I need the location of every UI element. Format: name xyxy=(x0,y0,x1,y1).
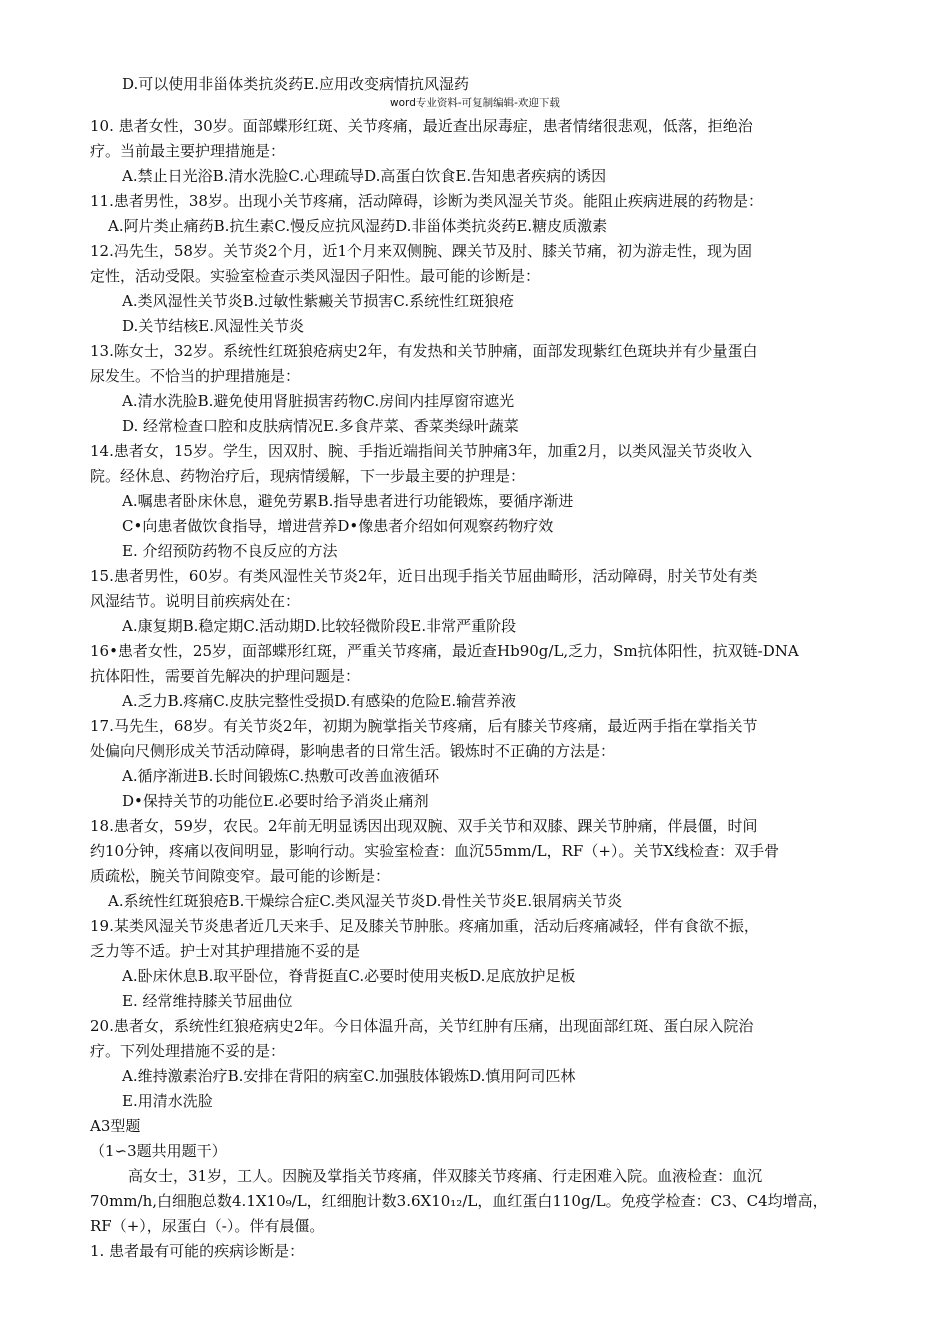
header-banner: word专业资料-可复制编辑-欢迎下载 xyxy=(390,97,560,109)
question-20-options-cont: E.用清水洗脸 xyxy=(122,1092,213,1110)
question-13-options-cont: D. 经常检查口腔和皮肤病情况E.多食芹菜、香菜类绿叶蔬菜 xyxy=(122,417,519,435)
question-12-stem: 12.冯先生，58岁。关节炎2个月，近1个月来双侧腕、踝关节及肘、膝关节痛，初为游走性，现为固 xyxy=(90,242,753,260)
case-stem: 高女士，31岁，工人。因腕及掌指关节疼痛，伴双膝关节疼痛、行走困难入院。血液检查：血沉 xyxy=(128,1167,763,1185)
question-14-options-cont: E. 介绍预防药物不良反应的方法 xyxy=(122,542,338,560)
question-15-stem: 15.患者男性，60岁。有类风湿性关节炎2年，近日出现手指关节屈曲畸形，活动障碍，肘关节处有类 xyxy=(90,567,758,585)
section-heading: A3型题 xyxy=(90,1117,141,1135)
question-15-options: A.康复期B.稳定期C.活动期D.比较轻微阶段E.非常严重阶段 xyxy=(122,617,517,635)
question-16-stem: 16•患者女性，25岁，面部蝶形红斑，严重关节疼痛，最近查Hb90g/L,乏力，Sm抗体阳性，抗双链-DNA xyxy=(90,642,799,660)
question-10-stem: 10. 患者女性，30岁。面部蝶形红斑、关节疼痛，最近查出尿毒症，患者情绪很悲观，低落，拒绝治 xyxy=(90,117,753,135)
question-14-options-cont: C•向患者做饮食指导，增进营养D•像患者介绍如何观察药物疗效 xyxy=(122,517,554,535)
case-stem-cont: 70mm/h,白细胞总数4.1X10₉/L，红细胞计数3.6X10₁₂/L，血红蛋白110g/L。免疫学检查：C3、C4均增高， xyxy=(90,1192,828,1210)
question-14-stem-cont: 院。经休息、药物治疗后，现病情缓解，下一步最主要的护理是： xyxy=(90,467,526,485)
case-stem-cont: RF（+），尿蛋白（-）。伴有晨僵。 xyxy=(90,1217,325,1235)
question-19-stem-cont: 乏力等不适。护士对其护理措施不妥的是 xyxy=(90,942,361,960)
question-20-stem-cont: 疗。下列处理措施不妥的是： xyxy=(90,1042,286,1060)
question-10-stem-cont: 疗。当前最主要护理措施是： xyxy=(90,142,286,160)
question-18-stem: 18.患者女，59岁，农民。2年前无明显诱因出现双腕、双手关节和双膝、踝关节肿痛，伴晨僵，时间 xyxy=(90,817,758,835)
question-12-options: A.类风湿性关节炎B.过敏性紫癜关节损害C.系统性红斑狼疮 xyxy=(122,292,515,310)
question-13-stem-cont: 尿发生。不恰当的护理措施是： xyxy=(90,367,301,385)
question-15-stem-cont: 风湿结节。说明目前疾病处在： xyxy=(90,592,301,610)
question-10-options: A.禁止日光浴B.清水洗脸C.心理疏导D.高蛋白饮食E.告知患者疾病的诱因 xyxy=(122,167,607,185)
question-19-stem: 19.某类风湿关节炎患者近几天来手、足及膝关节肿胀。疼痛加重，活动后疼痛减轻，伴有食欲不振， xyxy=(90,917,759,935)
shared-stem-label: （1∽3题共用题干） xyxy=(90,1142,227,1160)
question-20-stem: 20.患者女，系统性红狼疮病史2年。今日体温升高，关节红肿有压痛，出现面部红斑、蛋白尿入院治 xyxy=(90,1017,754,1035)
question-13-options: A.清水洗脸B.避免使用肾脏损害药物C.房间内挂厚窗帘遮光 xyxy=(122,392,515,410)
question-18-options: A.系统性红斑狼疮B.干燥综合症C.类风湿关节炎D.骨性关节炎E.银屑病关节炎 xyxy=(108,892,623,910)
question-12-stem-cont: 定性，活动受限。实验室检查示类风湿因子阳性。最可能的诊断是： xyxy=(90,267,541,285)
question-17-stem-cont: 处偏向尺侧形成关节活动障碍，影响患者的日常生活。锻炼时不正确的方法是： xyxy=(90,742,616,760)
question-19-options-cont: E. 经常维持膝关节屈曲位 xyxy=(122,992,293,1010)
question-17-stem: 17.马先生，68岁。有关节炎2年，初期为腕掌指关节疼痛，后有膝关节疼痛，最近两手指在掌指关节 xyxy=(90,717,758,735)
question-12-options-cont: D.关节结核E.风湿性关节炎 xyxy=(122,317,304,335)
question-18-stem-cont: 质疏松，腕关节间隙变窄。最可能的诊断是： xyxy=(90,867,391,885)
question-20-options: A.维持激素治疗B.安排在背阳的病室C.加强肢体锻炼D.慎用阿司匹林 xyxy=(122,1067,576,1085)
text-line: D.可以使用非甾体类抗炎药E.应用改变病情抗风湿药 xyxy=(122,75,469,93)
question-14-options: A.嘱患者卧床休息，避免劳累B.指导患者进行功能锻炼，要循序渐进 xyxy=(122,492,574,510)
question-16-stem-cont: 抗体阳性，需要首先解决的护理问题是： xyxy=(90,667,361,685)
question-19-options: A.卧床休息B.取平卧位，脊背挺直C.必要时使用夹板D.足底放护足板 xyxy=(122,967,576,985)
question-14-stem: 14.患者女，15岁。学生，因双肘、腕、手指近端指间关节肿痛3年，加重2月，以类风湿关节炎收入 xyxy=(90,442,753,460)
question-18-stem-cont: 约10分钟，疼痛以夜间明显，影响行动。实验室检查：血沉55mm/L，RF（+）。关节X线检查：双手骨 xyxy=(90,842,780,860)
question-11-stem: 11.患者男性，38岁。出现小关节疼痛，活动障碍，诊断为类风湿关节炎。能阻止疾病进展的药物是： xyxy=(90,192,763,210)
question-11-options: A.阿片类止痛药B.抗生素C.慢反应抗风湿药D.非甾体类抗炎药E.糖皮质激素 xyxy=(108,217,608,235)
question-13-stem: 13.陈女士，32岁。系统性红斑狼疮病史2年，有发热和关节肿痛，面部发现紫红色斑块并有少量蛋白 xyxy=(90,342,758,360)
question-17-options-cont: D•保持关节的功能位E.必要时给予消炎止痛剂 xyxy=(122,792,429,810)
question-17-options: A.循序渐进B.长时间锻炼C.热敷可改善血液循环 xyxy=(122,767,440,785)
question-1-stem: 1. 患者最有可能的疾病诊断是： xyxy=(90,1242,305,1260)
question-16-options: A.乏力B.疼痛C.皮肤完整性受损D.有感染的危险E.输营养液 xyxy=(122,692,517,710)
